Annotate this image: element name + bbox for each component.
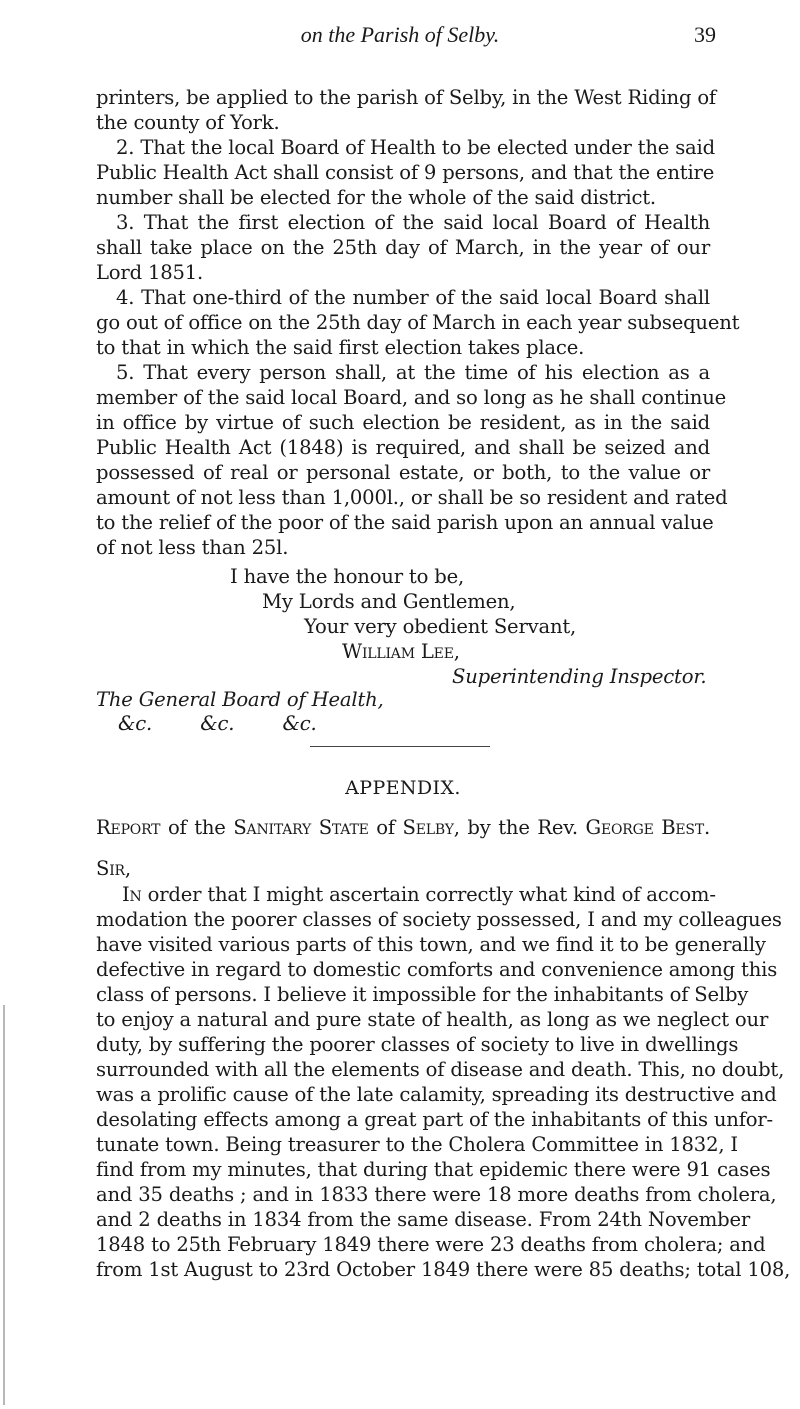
report-title [96, 816, 710, 840]
text-line: Public Health Act shall consist of 9 persons, and that the entire [96, 161, 715, 184]
running-head [0, 22, 800, 48]
section-divider [310, 746, 490, 747]
text-line: possessed of real or personal estate, or both, to the value or [96, 461, 710, 484]
text-line: class of persons. I believe it impossible for the inhabitants of Selby [96, 983, 749, 1006]
report-title-word: of [376, 816, 395, 839]
text-line: to that in which the said first election takes place. [96, 336, 585, 359]
text-line: amount of not less than 1,000l., or shall be so resident and rated [96, 486, 728, 509]
etc-line: &c. &c. &c. [118, 712, 317, 735]
text-line: find from my minutes, that during that epidemic there were 91 cases [96, 1158, 771, 1181]
text-line: and 2 deaths in 1834 from the same disease. From 24th November [96, 1208, 751, 1231]
text-line [122, 883, 716, 907]
text-line: from 1st August to 23rd October 1849 there were 85 deaths; total 108, [96, 1258, 791, 1281]
text-line: have visited various parts of this town, and we find it to be generally [96, 933, 766, 956]
text-line: go out of office on the 25th day of March in each year subsequent [96, 311, 740, 334]
salutation-line: My Lords and Gentlemen, [262, 590, 516, 613]
addressee-line: The General Board of Health, [96, 688, 384, 711]
text-line: of not less than 25l. [96, 536, 289, 559]
report-title-word: George Best. [585, 816, 710, 839]
report-title-word: Report [96, 816, 161, 839]
text-line: and 35 deaths ; and in 1833 there were 18 more deaths from cholera, [96, 1183, 777, 1206]
text-line: surrounded with all the elements of disease and death. This, no doubt, [96, 1058, 785, 1081]
appendix-salutation: Sir, [96, 857, 131, 880]
text-line: shall take place on the 25th day of March, in the year of our [96, 236, 710, 259]
text-line: tunate town. Being treasurer to the Cholera Committee in 1832, I [96, 1133, 738, 1156]
text-line: desolating effects among a great part of the inhabitants of this unfor- [96, 1108, 773, 1131]
report-title-word: Sanitary State [233, 816, 369, 839]
servant-line: Your very obedient Servant, [304, 615, 577, 638]
text-line: defective in regard to domestic comforts and convenience among this [96, 958, 778, 981]
text-line: Lord 1851. [96, 261, 204, 284]
closing-line: I have the honour to be, [230, 565, 464, 588]
text-line: 5. That every person shall, at the time of his election as a [116, 361, 710, 384]
text-line: printers, be applied to the parish of Selby, in the West Riding of [96, 86, 716, 109]
text-line: to enjoy a natural and pure state of health, as long as we neglect our [96, 1008, 769, 1031]
page-number: 39 [694, 22, 716, 47]
text-line: was a prolific cause of the late calamity, spreading its destructive and [96, 1083, 777, 1106]
text-line: to the relief of the poor of the said parish upon an annual value [96, 511, 714, 534]
signatory-title: Superintending Inspector. [452, 665, 707, 688]
report-title-word: Selby, [402, 816, 460, 839]
line-text: order that I might ascertain correctly what kind of accom- [147, 883, 716, 906]
report-title-word: of the [167, 816, 226, 839]
appendix-heading: APPENDIX. [345, 777, 461, 799]
text-line: 1848 to 25th February 1849 there were 23 deaths from cholera; and [96, 1233, 766, 1256]
text-line: modation the poorer classes of society possessed, I and my colleagues [96, 908, 782, 931]
text-line: Public Health Act (1848) is required, and shall be seized and [96, 436, 710, 459]
page-edge-shadow [3, 1005, 5, 1405]
text-line: number shall be elected for the whole of the said district. [96, 186, 656, 209]
report-title-word: by the Rev. [467, 816, 578, 839]
text-line: 2. That the local Board of Health to be elected under the said [116, 136, 715, 159]
first-word: In [122, 883, 142, 906]
text-line: duty, by suffering the poorer classes of society to live in dwellings [96, 1033, 739, 1056]
text-line: 4. That one-third of the number of the said local Board shall [116, 286, 710, 309]
running-title: on the Parish of Selby. [300, 22, 500, 47]
text-line: the county of York. [96, 111, 280, 134]
signatory-name: William Lee, [342, 640, 460, 663]
text-line: in office by virtue of such election be resident, as in the said [96, 411, 710, 434]
text-line: member of the said local Board, and so long as he shall continue [96, 386, 727, 409]
text-line: 3. That the first election of the said local Board of Health [116, 211, 710, 234]
